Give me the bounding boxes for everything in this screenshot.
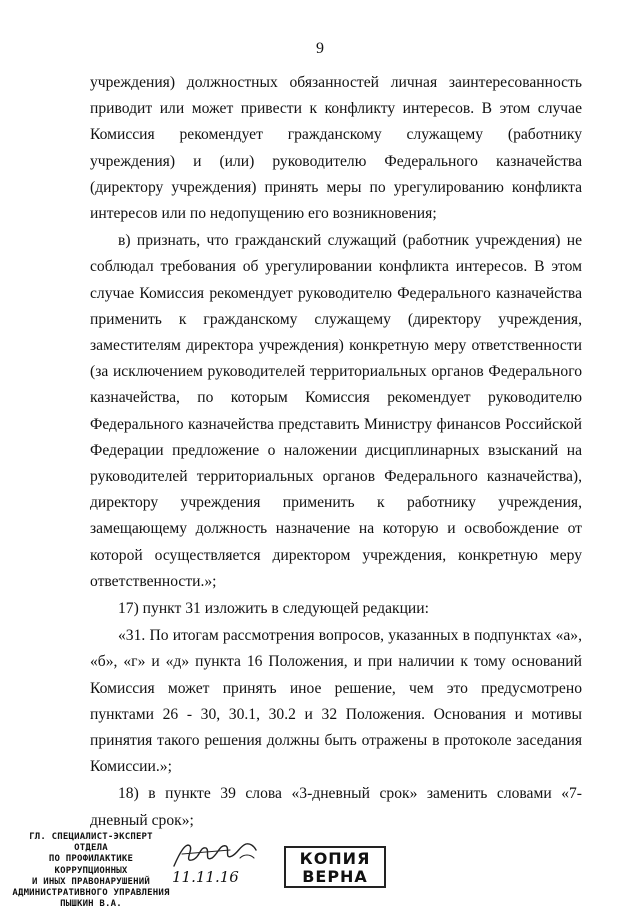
paragraph-item-18: 18) в пункте 39 слова «3-дневный срок» заменить словами «7-дневный срок»;: [90, 785, 582, 829]
page-number: 9: [316, 40, 324, 57]
certification-line: ПО ПРОФИЛАКТИКЕ КОРРУПЦИОННЫХ: [48, 854, 134, 876]
copy-verified-stamp: [284, 846, 386, 888]
copy-stamp-line: КОПИЯ: [299, 849, 371, 868]
certification-line: И ИНЫХ ПРАВОНАРУШЕНИЙ: [32, 876, 150, 887]
signature-date: 11.11.16: [172, 868, 239, 886]
handwritten-signature: [170, 836, 262, 872]
paragraph-continuation: учреждения) должностных обязанностей личная заинтересованность приводит или может привести к конфликту интересов. В этом случае Комиссия рекомендует гражданскому служащему (работнику учреждения) и (или) руководителю Федерального казначейства (директору учреждения) принять меры по урегулированию конфликта интересов или по недопущению его возникновения;: [90, 74, 582, 223]
certification-line: ПЫШКИН В.А.: [60, 899, 122, 910]
paragraph-clause-31: «31. По итогам рассмотрения вопросов, указанных в подпунктах «а», «б», «г» и «д» пункта 16 Положения, и при наличии к тому оснований Комиссия может принять иное решение, чем это предусмотрено пунктами 26 - 30, 30.1, 30.2 и 32 Положения. Основания и мотивы принятия такого решения должны быть отражены в протоколе заседания Комиссии.»;: [90, 627, 582, 776]
paragraph-item-17: 17) пункт 31 изложить в следующей редакции:: [118, 600, 429, 618]
paragraph-item-v: в) признать, что гражданский служащий (работник учреждения) не соблюдал требования об урегулировании конфликта интересов. В этом случае Комиссия рекомендует руководителю Федерального казначейства применить к гражданскому служащему (директору учреждения, заместителям директора учреждения) конкретную меру ответственности (за исключением руководителей территориальных органов Федерального казначейства, по которым Комиссия рекомендует руководителю Федерального казначейства представить Министру финансов Российской Федерации предложение о наложении дисциплинарных взысканий на руководителей территориальных органов Федерального казначейства), директору учреждения применить к работнику учреждения, замещающему должность назначение на которую и освобождение от которой осуществляется директором учреждения, конкретную меру ответственности.»;: [90, 232, 582, 590]
certification-line: АДМИНИСТРАТИВНОГО УПРАВЛЕНИЯ: [12, 888, 170, 899]
certification-line: ГЛ. СПЕЦИАЛИСТ-ЭКСПЕРТ ОТДЕЛА: [29, 832, 153, 854]
certification-stamp: [12, 832, 170, 910]
copy-stamp-line: ВЕРНА: [302, 867, 368, 886]
document-body: [90, 70, 582, 834]
